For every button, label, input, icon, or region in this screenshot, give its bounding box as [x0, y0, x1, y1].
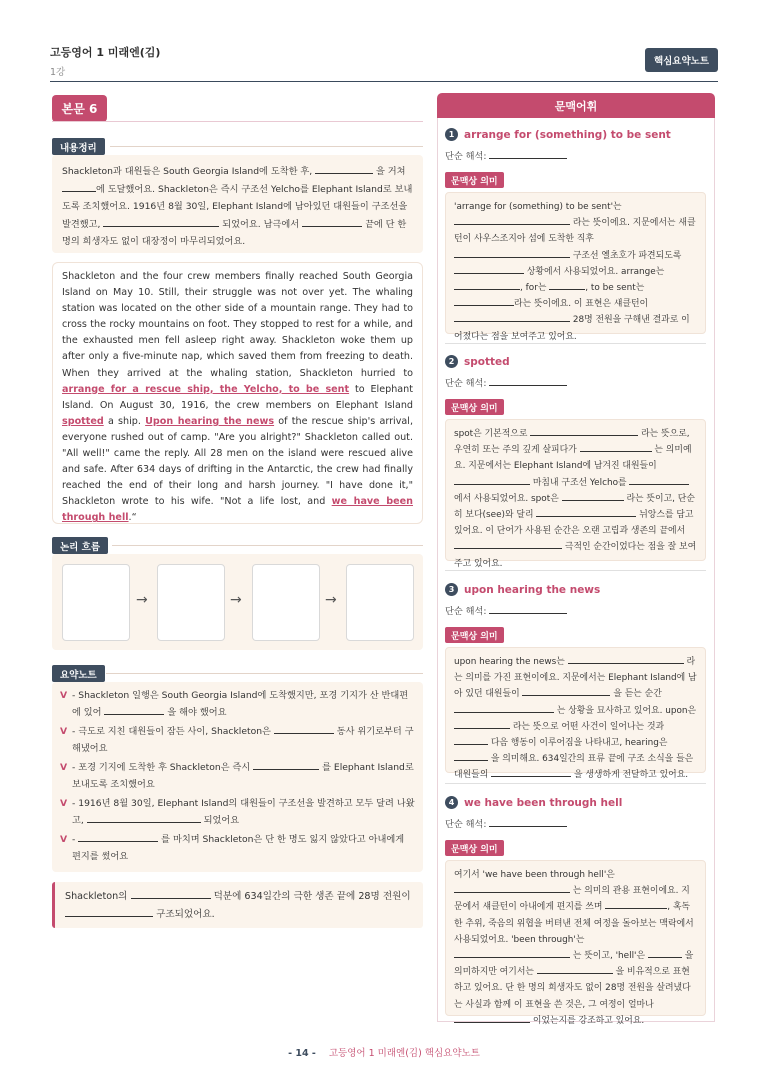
context-text: 구조선 옐초호가 파견되도록	[572, 250, 682, 261]
context-box	[445, 419, 706, 569]
note-text: 를 Elephant Island로 보내도록 조치했어요	[72, 762, 414, 790]
blank[interactable]	[454, 248, 570, 258]
main-text-tag: 본문 6	[52, 95, 107, 122]
note-text: -	[72, 834, 76, 845]
conclusion-box	[52, 882, 423, 928]
context-text: 을 생생하게 전달하고 있어요.	[573, 770, 689, 781]
context-text: , for는	[520, 283, 547, 294]
context-text: 는 의미의 관용 표현이에요. 지문에서 섀클턴이 아내에게 편지를 쓰며	[454, 886, 690, 913]
blank[interactable]	[562, 491, 624, 501]
summary-text: 되었어요. 남극에서	[222, 218, 300, 230]
context-text: 다음 행동이 이루어짐을 나타내고, hearing은	[490, 738, 668, 749]
context-text: , 혹독한 추위, 죽음의 위협을 버텨낸 전체 여정을 돌아보는 맥락에서 사용되었어요. 'been through'는	[454, 902, 694, 945]
note-text: 되었어요	[203, 814, 240, 826]
context-text: 라는 뜻으로 어떤 사건이 일어나는 것과	[512, 721, 665, 732]
note-item	[60, 796, 415, 829]
arrow-icon: →	[230, 592, 242, 608]
divider	[445, 570, 706, 571]
conclusion-text: Shackleton의	[65, 891, 128, 902]
simple-label: 단순 해석:	[445, 151, 487, 162]
context-box	[445, 647, 706, 781]
blank[interactable]	[549, 280, 585, 290]
context-text: 에서 사용되었어요. spot은	[454, 493, 559, 504]
blank[interactable]	[491, 767, 571, 777]
blank[interactable]	[454, 264, 524, 274]
context-box	[445, 192, 706, 342]
blank[interactable]	[522, 686, 610, 696]
blank[interactable]	[454, 751, 488, 761]
note-item	[60, 832, 415, 865]
context-text: 는 의미예요. 지문에서는 Elephant Island에 남겨진 대원들이	[454, 445, 692, 472]
divider	[110, 146, 423, 147]
context-text: 을 비유적으로 표현하고 있어요. 단 한 명의 희생자도 없이 28명 전원을 살려냈다는 사실과 함께 이 표현을 쓴 것은, 그 여정이 얼마나	[454, 967, 691, 1010]
blank[interactable]	[580, 442, 652, 452]
blank[interactable]	[65, 907, 153, 917]
context-text: 상황에서 사용되었어요. arrange는	[526, 266, 665, 277]
simple-label: 단순 해석:	[445, 606, 487, 617]
notes-tag: 요약노트	[52, 665, 105, 682]
vocab-term: upon hearing the news	[464, 583, 601, 596]
context-text: 마침내 구조선 Yelcho를	[532, 477, 627, 488]
blank[interactable]	[454, 296, 514, 306]
simple-label: 단순 해석:	[445, 378, 487, 389]
vocab-item-title	[445, 583, 600, 596]
section-badge: 핵심요약노트	[645, 48, 718, 72]
context-text: 는 상황을 묘사하고 있어요. upon은	[556, 705, 697, 716]
blank[interactable]	[253, 760, 319, 770]
context-text: 극적인 순간이었다는 점을 잘 보여주고 있어요.	[454, 542, 697, 569]
context-text: 을 의미하지만 여기서는	[454, 951, 694, 978]
number-badge: 4	[445, 796, 458, 809]
number-badge: 3	[445, 583, 458, 596]
vocab-header: 문맥어휘	[437, 93, 715, 118]
divider	[112, 545, 423, 546]
context-text: 라는 뜻이고, 단순히 보다(see)와 달리	[454, 493, 695, 521]
blank[interactable]	[454, 1013, 530, 1023]
highlight-phrase: Upon hearing the news	[145, 415, 275, 427]
blank[interactable]	[530, 426, 638, 436]
footer-title: 고등영어 1 미래엔(김) 핵심요약노트	[328, 1048, 480, 1059]
highlight-phrase: arrange for a rescue ship, the Yelcho, to be sent	[62, 383, 350, 395]
summary-box	[52, 155, 423, 253]
context-tag: 문맥상 의미	[445, 840, 504, 856]
book-title: 고등영어 1 미래엔(김)	[50, 46, 161, 59]
blank[interactable]	[302, 217, 362, 227]
blank[interactable]	[454, 312, 570, 322]
simple-label: 단순 해석:	[445, 819, 487, 830]
check-icon: V	[60, 834, 68, 845]
context-text: 을 듣는 순간	[613, 689, 662, 700]
passage-text: Shackleton and the four crew members finally reached South Georgia Island on May 10. Still, their struggle was not over yet. The whaling station was located on the other side of a mountain range. They had to cross the rocky mountains on foot. They stopped to rest for a while, and the exhausted men fell asleep right away. Shackleton woke them up after only a five-minute nap, which saved them from freezing to death. When they arrived at the whaling station, Shackleton hurried to	[62, 271, 413, 379]
note-text: - 극도로 지친 대원들이 잠든 사이, Shackleton은	[72, 726, 271, 737]
highlight-phrase: we have been through hell	[62, 496, 413, 524]
arrow-icon: →	[136, 592, 148, 608]
context-text: 뉘앙스를 담고 있어요. 이 단어가 사용된 순간은 오랜 고립과 생존의 끝에서	[454, 510, 694, 537]
context-text: 이었는지를 강조하고 있어요.	[532, 1015, 645, 1026]
blank[interactable]	[454, 719, 510, 729]
blank[interactable]	[537, 964, 613, 974]
page-header	[50, 44, 718, 82]
simple-translation	[445, 148, 567, 162]
passage-text: a ship.	[107, 415, 141, 427]
blank[interactable]	[648, 948, 682, 958]
flow-box	[52, 554, 423, 650]
note-item	[60, 724, 415, 757]
passage-text: .“	[128, 512, 137, 524]
context-tag: 문맥상 의미	[445, 172, 504, 188]
blank[interactable]	[87, 813, 201, 823]
blank[interactable]	[605, 899, 667, 909]
conclusion-text: 덕분에 634일간의 극한 생존 끝에 28명 전원이	[213, 891, 411, 902]
blank[interactable]	[131, 889, 211, 899]
summary-text: 끝에 단 한 명의 희생자도 없이 대장정이 마무리되었어요.	[62, 218, 407, 247]
vocab-term: arrange for (something) to be sent	[464, 128, 671, 141]
divider	[445, 343, 706, 344]
note-text: - 1916년 8월 30일, Elephant Island의 대원들이 구조선을 발견하고 모두 달려 나왔고,	[72, 798, 415, 826]
context-tag: 문맥상 의미	[445, 399, 504, 415]
summary-text: 에 도달했어요. Shackleton은 즉시 구조선 Yelcho를 Elephant Island로 보내도록 조치했어요. 1916년 8월 30일, Elephant Island에 남아있던 대원들이 구조선을 발견했고,	[62, 183, 413, 230]
check-icon: V	[60, 762, 68, 773]
context-text: 라는 뜻으로, 우연히 또는 주의 깊게 살피다가	[454, 429, 690, 456]
context-text: 여기서 'we have been through hell'은	[454, 870, 615, 880]
context-box	[445, 860, 706, 1026]
note-item	[60, 688, 415, 721]
blank[interactable]	[454, 215, 570, 225]
blank[interactable]	[629, 475, 689, 485]
flow-step[interactable]	[157, 564, 225, 641]
divider	[445, 783, 706, 784]
context-text: spot은 기본적으로	[454, 429, 528, 439]
passage-text: to Elephant Island. On August 30, 1916, the crew members on Elephant Island	[62, 383, 413, 411]
conclusion-text: 구조되었어요.	[156, 909, 215, 920]
blank[interactable]	[454, 735, 488, 745]
blank[interactable]	[315, 164, 373, 174]
flow-step[interactable]	[252, 564, 320, 641]
note-item	[60, 760, 415, 793]
lesson-label: 1강	[50, 67, 66, 78]
arrow-icon: →	[325, 592, 337, 608]
context-tag: 문맥상 의미	[445, 627, 504, 643]
passage-box	[52, 262, 423, 524]
flow-step[interactable]	[62, 564, 130, 641]
blank[interactable]	[103, 217, 219, 227]
page-number: - 14 -	[288, 1048, 316, 1059]
context-text: 라는 뜻이에요. 이 표현은 섀클턴이	[514, 299, 649, 310]
vocab-item-title	[445, 796, 622, 809]
vocab-item-title	[445, 355, 510, 368]
note-text: 를 마치며 Shackleton은 단 한 명도 잃지 않았다고 아내에게 편지를 썼어요	[72, 834, 405, 862]
passage-text: of the rescue ship's arrival, everyone rushed out of camp. "Are you alright?" Shackleton called out. "All well!" came the reply. All 28 men on the island were rescued alive and safe. After 634 days of drifting in the Antarctic, the crew had finally reached the end of their long and harsh journey. "I have done it," Shackleton wrote to his wife. "Not a life lost, and	[62, 415, 413, 508]
blank[interactable]	[78, 832, 158, 842]
check-icon: V	[60, 690, 68, 701]
context-text: 28명 전원을 구해낸 결과로 이어졌다는 점을 보여주고 있어요.	[454, 315, 690, 342]
blank[interactable]	[454, 883, 570, 893]
blank[interactable]	[489, 604, 567, 614]
note-text: - Shackleton 일행은 South Georgia Island에 도착했지만, 포경 기지가 산 반대편에 있어	[72, 690, 409, 718]
context-text: upon hearing the news는	[454, 657, 565, 667]
vocab-item-title	[445, 128, 671, 141]
summary-text: 을 거쳐	[376, 166, 406, 177]
blank[interactable]	[454, 280, 520, 290]
vocab-term: we have been through hell	[464, 796, 623, 809]
simple-translation	[445, 603, 567, 617]
context-text: 라는 뜻이에요. 지문에서는 새클턴이 사우스조지아 섬에 도착한 직후	[454, 218, 696, 245]
simple-translation	[445, 375, 567, 389]
blank[interactable]	[489, 376, 567, 386]
divider	[106, 673, 423, 674]
flow-tag: 논리 흐름	[52, 537, 108, 554]
blank[interactable]	[454, 703, 554, 713]
note-text: 을 해야 했어요	[167, 706, 227, 718]
check-icon: V	[60, 798, 68, 809]
blank[interactable]	[454, 948, 570, 958]
blank[interactable]	[62, 182, 96, 192]
page-footer	[0, 1045, 768, 1059]
context-text: 는 뜻이고, 'hell'은	[572, 951, 646, 962]
context-text: 라는 의미를 가진 표현이에요. 지문에서는 Elephant Island에 남아 있던 대원들이	[454, 657, 697, 700]
summary-text: Shackleton과 대원들은 South Georgia Island에 도착한 후,	[62, 166, 313, 177]
simple-translation	[445, 816, 567, 830]
number-badge: 1	[445, 128, 458, 141]
check-icon: V	[60, 726, 68, 737]
blank[interactable]	[104, 705, 164, 715]
divider	[52, 121, 423, 122]
vocab-term: spotted	[464, 355, 510, 368]
blank[interactable]	[568, 654, 684, 664]
blank[interactable]	[274, 724, 334, 734]
blank[interactable]	[536, 507, 636, 517]
blank[interactable]	[489, 817, 567, 827]
note-text: - 포경 기지에 도착한 후 Shackleton은 즉시	[72, 762, 251, 773]
context-text: 을 의미해요. 634일간의 표류 끝에 구조 소식을 들은 대원들의	[454, 754, 694, 781]
number-badge: 2	[445, 355, 458, 368]
blank[interactable]	[489, 149, 567, 159]
blank[interactable]	[454, 475, 530, 485]
notes-box	[52, 682, 423, 872]
context-text: , to be sent는	[585, 283, 645, 294]
flow-step[interactable]	[346, 564, 414, 641]
note-text: 동사 위기로부터 구해냈어요	[72, 726, 414, 754]
blank[interactable]	[454, 539, 562, 549]
context-text: 'arrange for (something) to be sent'는	[454, 202, 622, 212]
highlight-phrase: spotted	[62, 415, 104, 427]
summary-tag: 내용정리	[52, 138, 105, 155]
